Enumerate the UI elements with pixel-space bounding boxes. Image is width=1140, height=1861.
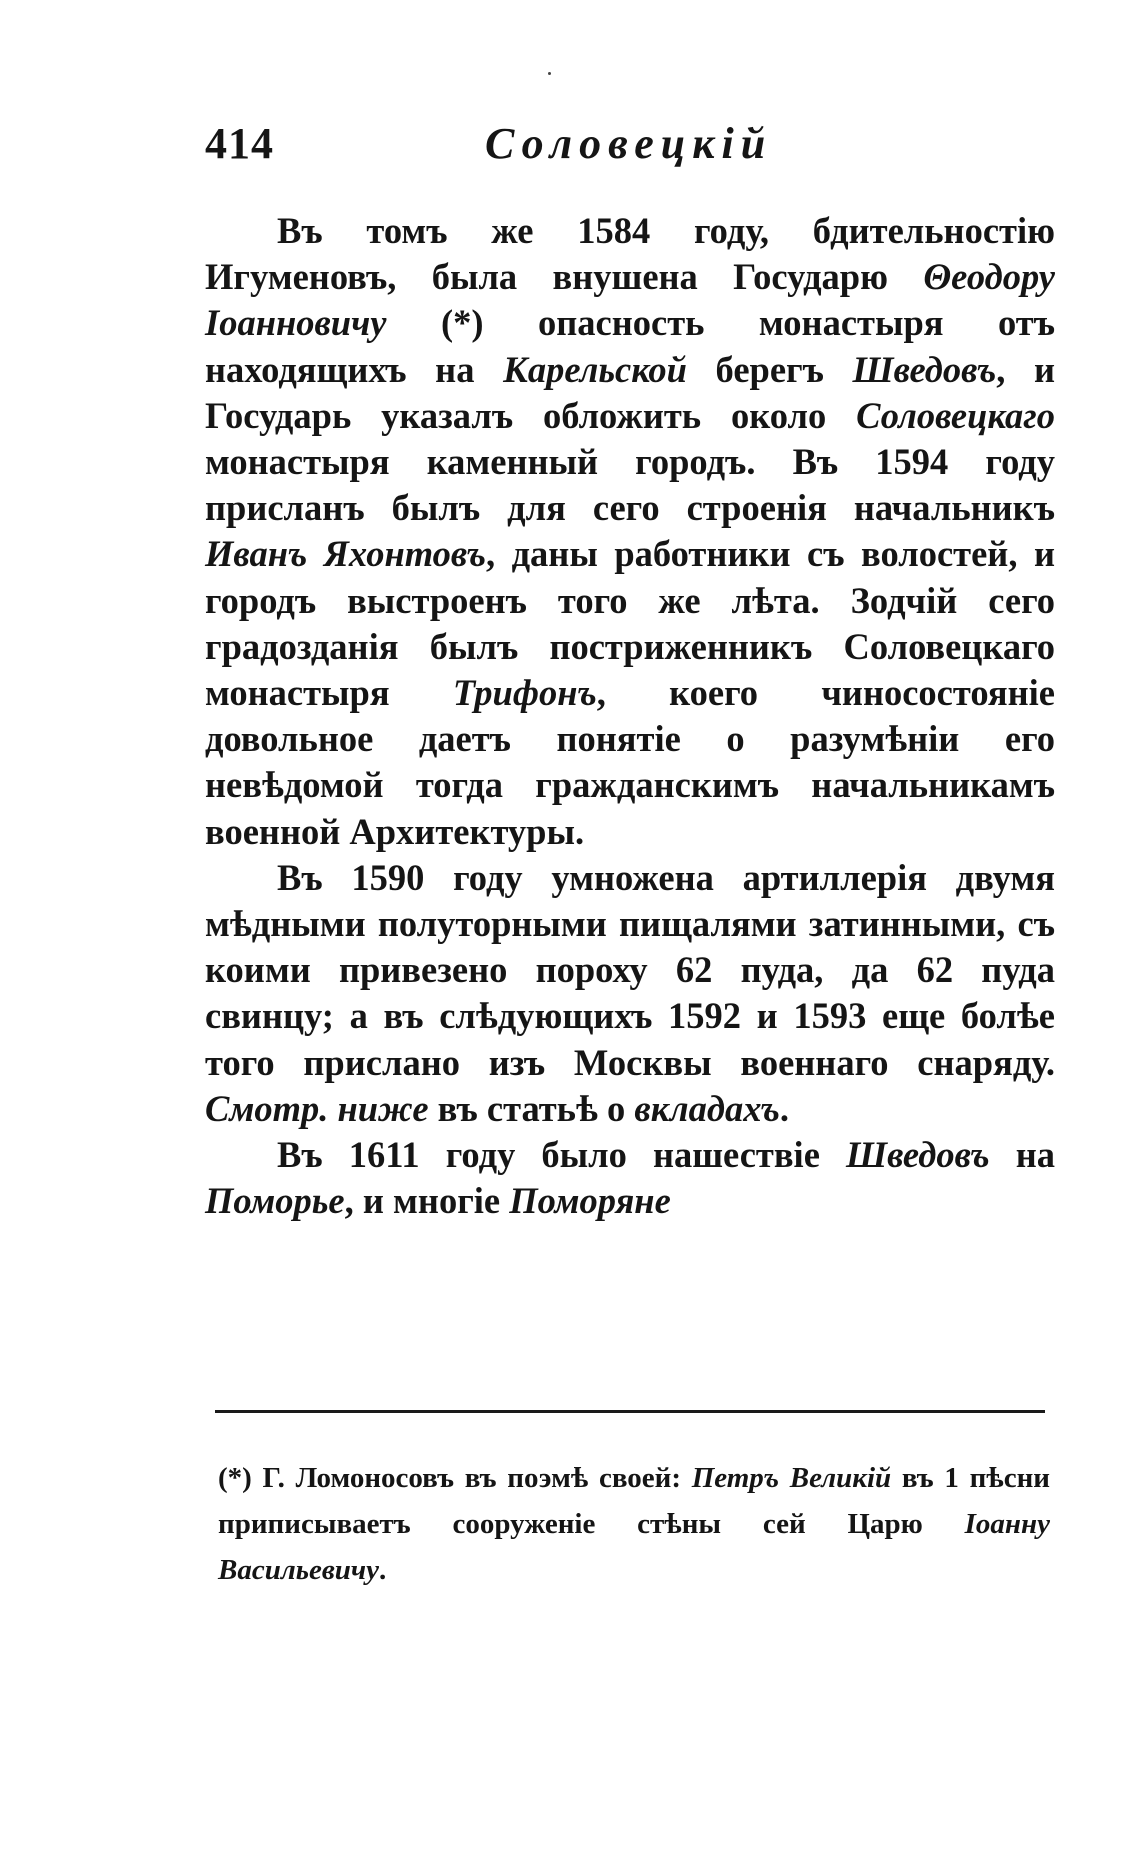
italic-text-segment: Iоанну Васильевичу xyxy=(218,1508,1050,1586)
italic-text-segment: Соловецкаго xyxy=(856,394,1055,436)
text-segment: (*) Г. Ломоносовъ въ поэмѣ своей: xyxy=(218,1462,692,1494)
footnote xyxy=(218,1455,1050,1593)
italic-text-segment: Шведовъ xyxy=(845,1134,990,1176)
text-segment: въ статьѣ о xyxy=(428,1087,635,1129)
text-segment: , и Государь указалъ обложить около xyxy=(205,348,1055,436)
text-segment: на xyxy=(989,1134,1055,1176)
text-segment: монастыря каменный городъ. Въ 1594 году присланъ былъ для сего строенiя начальникъ xyxy=(205,441,1055,529)
paragraph xyxy=(205,1132,1055,1224)
italic-text-segment: Поморье xyxy=(205,1180,345,1222)
text-segment: , даны работники съ волостей, и городъ выстроенъ того же лѣта. Зодчiй сего градозданiя былъ постриженникъ Соловецкаго монастыря xyxy=(205,533,1055,714)
paragraph xyxy=(205,855,1055,1132)
footnote-divider xyxy=(215,1410,1045,1413)
italic-text-segment: Шведовъ xyxy=(852,348,997,390)
text-segment: . xyxy=(379,1554,387,1586)
paragraph xyxy=(205,208,1055,855)
text-segment: Въ 1611 году было нашествiе xyxy=(277,1134,846,1176)
page-number: 414 xyxy=(205,119,274,168)
running-title: Соловецкiй xyxy=(485,119,773,168)
text-segment: Въ 1590 году умножена артиллерiя двумя мѣдными полуторными пищалями затинными, съ коими привезено пороху 62 пуда, да 62 пуда свинцу; а въ слѣдующихъ 1592 и 1593 еще болѣе того прислано изъ Москвы военнаго снаряду. xyxy=(205,856,1055,1083)
text-segment: берегъ xyxy=(686,348,853,390)
print-speck xyxy=(548,72,551,75)
italic-text-segment: вкладахъ xyxy=(634,1087,780,1129)
main-text xyxy=(205,208,1055,1224)
italic-text-segment: Петръ Великiй xyxy=(691,1462,892,1494)
text-segment: (*) опасность монастыря отъ находящихъ на xyxy=(205,302,1055,390)
text-segment: . xyxy=(779,1087,789,1129)
text-segment: , коего чиносостоянiе довольное даетъ понятiе о разумѣнiи его невѣдомой тогда гражданскимъ начальникамъ военной Архитектуры. xyxy=(205,672,1055,852)
text-segment: , и многiе xyxy=(344,1180,510,1222)
italic-text-segment: Трифонъ xyxy=(452,672,597,714)
italic-text-segment: Иванъ Яхонтовъ xyxy=(205,533,486,575)
italic-text-segment: Смотр. ниже xyxy=(205,1087,429,1129)
text-segment: въ 1 пѣсни приписываетъ сооруженiе стѣны сей Царю xyxy=(218,1462,1050,1540)
text-segment: Въ томъ же 1584 году, бдительностiю Игуменовъ, была внушена Государю xyxy=(205,210,1055,298)
italic-text-segment: Поморяне xyxy=(509,1180,671,1222)
page-header xyxy=(205,118,855,178)
italic-text-segment: Карельской xyxy=(503,348,687,390)
italic-text-segment: Θеодору Iоанновичу xyxy=(205,256,1055,344)
